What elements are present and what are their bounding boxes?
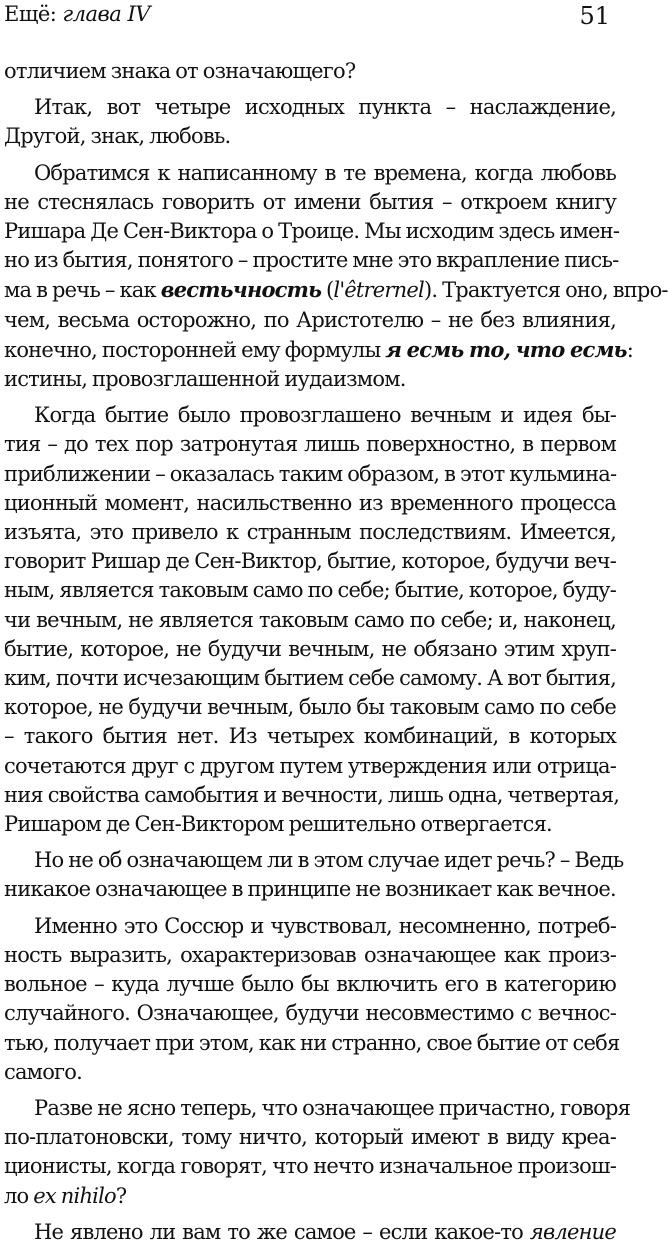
text-line: [4, 547, 616, 576]
text-line: [4, 693, 616, 722]
text-line: [4, 912, 616, 941]
text-line: [4, 57, 616, 86]
text-line: [4, 460, 616, 489]
text-line: [4, 875, 616, 904]
line-text: вольное – куда лучше было бы включить его в категорию: [4, 972, 616, 997]
line-text: ционисты, когда говорят, что нечто изначальное произош-: [4, 1154, 616, 1179]
line-text: истины, провозглашенной иудаизмом.: [4, 367, 406, 392]
line-text: ность выразить, охарактеризовав означающее как произ-: [4, 942, 616, 967]
text-line: [4, 275, 668, 305]
text-line: [4, 401, 616, 430]
text-line: [4, 518, 616, 547]
line-text: Итак, вот четыре исходных пункта – наслаждение,: [34, 95, 616, 120]
text-line: [4, 1029, 620, 1058]
text-line: [4, 635, 616, 664]
text-line: [4, 1123, 616, 1152]
text-line: [4, 122, 616, 151]
line-text: ло: [4, 1183, 34, 1208]
line-text: чем, весьма осторожно, по Аристотелю – не без влияния,: [4, 307, 616, 332]
line-text: Разве не ясно теперь, что означающее причастно, говоря: [34, 1095, 631, 1120]
line-text: но из бытия, понятого – простите мне это вкрапление пись-: [4, 248, 619, 273]
line-text: отличием знака от означающего?: [4, 59, 356, 83]
line-text: чи вечным, не является таковым само по себе; и, наконец,: [4, 607, 616, 632]
text-line: [4, 1094, 631, 1123]
line-text: тия – до тех пор затронутая лишь поверхностно, в первом: [4, 432, 616, 457]
running-head-chapter: глава IV: [62, 2, 150, 26]
line-text: конечно, посторонней ему формулы: [4, 337, 386, 362]
paragraph: [4, 159, 668, 395]
text-line: [4, 752, 616, 781]
line-text: которое, не будучи вечным, было бы таковым само по себе: [4, 695, 616, 720]
emphasis-text: вестьчность: [160, 277, 322, 303]
paragraph: [4, 1094, 631, 1211]
text-line: [4, 722, 616, 751]
text-line: [4, 217, 620, 246]
line-text: Ришара Де Сен-Виктора о Троице. Мы исходим здесь имен-: [4, 219, 620, 244]
running-head: [4, 2, 150, 26]
line-text: тью, получает при этом, как ни странно, свое бытие от себя: [4, 1030, 620, 1055]
text-line: [4, 335, 633, 365]
line-text: Не явлено ли вам то же самое – если какое-то: [34, 1219, 530, 1244]
line-text: ким, почти исчезающим бытием себе самому. А вот бытия,: [4, 666, 616, 691]
line-text: ционный момент, насильственно из временного процесса: [4, 490, 616, 515]
paragraph: [4, 93, 616, 151]
line-text: самого.: [4, 1059, 82, 1084]
paragraph: [4, 912, 620, 1087]
line-text: по-платоновски, тому ничто, который имеют в виду креа-: [4, 1125, 616, 1150]
text-line: [4, 306, 616, 335]
line-text: случайного. Означающее, будучи несовместимо с вечнос-: [4, 1001, 616, 1026]
line-text: Другой, знак, любовь.: [4, 124, 231, 149]
text-line: [4, 606, 616, 635]
text-line: [4, 246, 619, 275]
line-text: – такого бытия нет. Из четырех комбинаций, в которых: [4, 724, 616, 749]
text-line: [4, 781, 620, 810]
text-line: [4, 489, 616, 518]
text-line: [4, 810, 616, 839]
line-text: изъята, это привело к странным последствиям. Имеется,: [4, 520, 616, 545]
emphasis-text: l'êtrernel: [333, 278, 424, 303]
body-text: [4, 57, 668, 1247]
line-text: не стеснялась говорить от имени бытия – откроем книгу: [4, 189, 616, 214]
line-text: ?: [115, 1183, 127, 1208]
line-text: говорит Ришар де Сен-Виктор, бытие, которое, будучи веч-: [4, 549, 616, 574]
line-text: ным, является таковым само по себе; бытие, которое, буду-: [4, 578, 616, 603]
text-line: [4, 159, 616, 188]
text-line: [4, 365, 616, 394]
text-line: [4, 1182, 616, 1211]
line-text: Обратимся к написанному в те времена, когда любовь: [34, 160, 616, 185]
text-line: [4, 664, 616, 693]
line-text: Именно это Соссюр и чувствовал, несомненно, потреб-: [34, 913, 616, 938]
running-head-prefix: Ещё:: [4, 2, 63, 26]
line-text: Ришаром де Сен-Виктором решительно отвергается.: [4, 812, 552, 837]
text-line: [4, 430, 616, 459]
line-text: ). Трактуется оно, впро-: [423, 278, 668, 303]
line-text: никакое означающее в принципе не возникает как вечное.: [4, 877, 616, 902]
text-line: [4, 941, 616, 970]
paragraph: [4, 1218, 616, 1247]
emphasis-text: явление: [529, 1219, 616, 1244]
paragraph: [4, 846, 624, 904]
text-line: [4, 1058, 616, 1087]
text-line: [4, 970, 616, 999]
line-text: :: [626, 337, 633, 362]
text-line: [4, 999, 616, 1028]
paragraph: [4, 57, 616, 86]
text-line: [4, 846, 624, 875]
emphasis-text: ex nihilo: [33, 1183, 116, 1208]
paragraph: [4, 401, 620, 839]
text-line: [4, 576, 616, 605]
line-text: бытие, которое, не будучи вечным, не обязано этим хруп-: [4, 636, 616, 661]
text-line: [4, 188, 616, 217]
line-text: Когда бытие было провозглашено вечным и идея бы-: [34, 403, 616, 428]
page-header: [4, 2, 610, 32]
text-line: [4, 1152, 616, 1181]
text-line: [4, 1218, 616, 1247]
line-text: ния свойства самобытия и вечности, лишь одна, четвертая,: [4, 782, 620, 807]
line-text: Но не об означающем ли в этом случае идет речь? – Ведь: [34, 848, 624, 873]
line-text: сочетаются друг с другом путем утверждения или отрица-: [4, 753, 616, 778]
text-line: [4, 93, 616, 122]
emphasis-text: я есмь то, что есмь: [385, 336, 627, 362]
line-text: приближении – оказалась таким образом, в этот кульмина-: [4, 461, 617, 486]
line-text: (: [321, 278, 334, 303]
line-text: ма в речь – как: [4, 278, 161, 303]
page-number: 51: [579, 2, 610, 30]
